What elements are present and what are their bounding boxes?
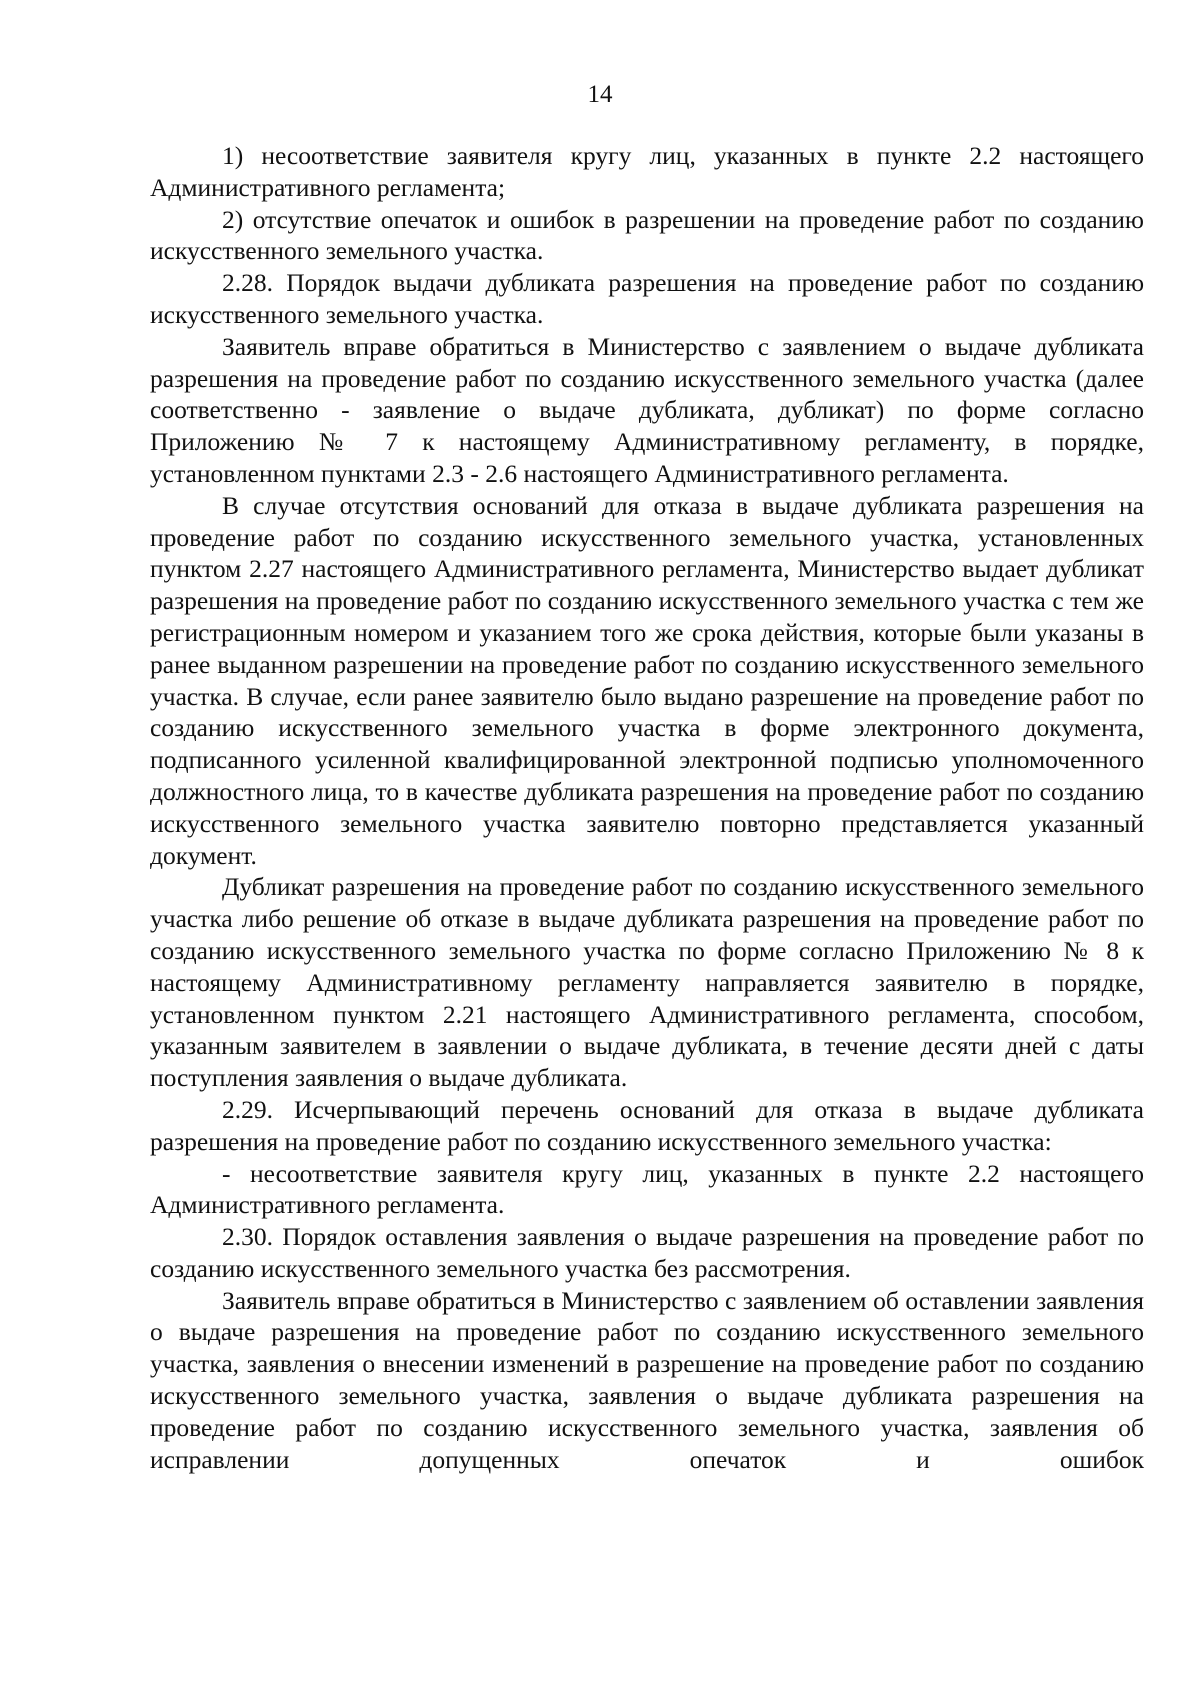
page-number: 14 xyxy=(587,81,613,108)
paragraph-duplicate-request: Заявитель вправе обратиться в Министерство с заявлением о выдаче дубликата разрешения на проведение работ по созданию искусственного земельного участка (далее соответственно - заявление о выдаче дубликата, дубликат) по форме согласно Приложению № 7 к настоящему Административному регламенту, в порядке, установленном пунктами 2.3 - 2.6 настоящего Административного регламента. xyxy=(150,331,1144,488)
paragraph-refusal-ground-2: 2) отсутствие опечаток и ошибок в разрешении на проведение работ по созданию искусственного земельного участка. xyxy=(150,204,1144,266)
paragraph-section-2-30: 2.30. Порядок оставления заявления о выдаче разрешения на проведение работ по созданию искусственного земельного участка без рассмотрения. xyxy=(150,1222,1144,1283)
paragraph-refusal-ground-list-item: - несоответствие заявителя кругу лиц, указанных в пункте 2.2 настоящего Административного регламента. xyxy=(150,1158,1144,1220)
paragraph-refusal-ground-1: 1) несоответствие заявителя кругу лиц, указанных в пункте 2.2 настоящего Административного регламента; xyxy=(150,141,1144,202)
paragraph-duplicate-delivery: Дубликат разрешения на проведение работ по созданию искусственного земельного участка либо решение об отказе в выдаче дубликата разрешения на проведение работ по созданию искусственного земельного участка по форме согласно Приложению № 8 к настоящему Административному регламенту направляется заявителю в порядке, установленном пунктом 2.21 настоящего Административного регламента, способом, указанным заявителем в заявлении о выдаче дубликата, в течение десяти дней с даты поступления заявления о выдаче дубликата. xyxy=(150,872,1144,1093)
document-body xyxy=(150,140,1144,1475)
paragraph-section-2-29: 2.29. Исчерпывающий перечень оснований для отказа в выдаче дубликата разрешения на проведение работ по созданию искусственного земельного участка: xyxy=(150,1094,1144,1156)
paragraph-duplicate-issuance: В случае отсутствия оснований для отказа в выдаче дубликата разрешения на проведение работ по созданию искусственного земельного участка, установленных пунктом 2.27 настоящего Административного регламента, Министерство выдает дубликат разрешения на проведение работ по созданию искусственного земельного участка с тем же регистрационным номером и указанием того же срока действия, которые были указаны в ранее выданном разрешении на проведение работ по созданию искусственного земельного участка. В случае, если ранее заявителю было выдано разрешение на проведение работ по созданию искусственного земельного участка в форме электронного документа, подписанного усиленной квалифицированной электронной подписью уполномоченного должностного лица, то в качестве дубликата разрешения на проведение работ по созданию искусственного земельного участка заявителю повторно представляется указанный документ. xyxy=(150,490,1144,870)
paragraph-section-2-28: 2.28. Порядок выдачи дубликата разрешения на проведение работ по созданию искусственного земельного участка. xyxy=(150,268,1144,329)
paragraph-withdrawal-request: Заявитель вправе обратиться в Министерство с заявлением об оставлении заявления о выдаче разрешения на проведение работ по созданию искусственного земельного участка, заявления о внесении изменений в разрешение на проведение работ по созданию искусственного земельного участка, заявления о выдаче дубликата разрешения на проведение работ по созданию искусственного земельного участка, заявления об исправлении допущенных опечаток и ошибок xyxy=(150,1285,1144,1474)
